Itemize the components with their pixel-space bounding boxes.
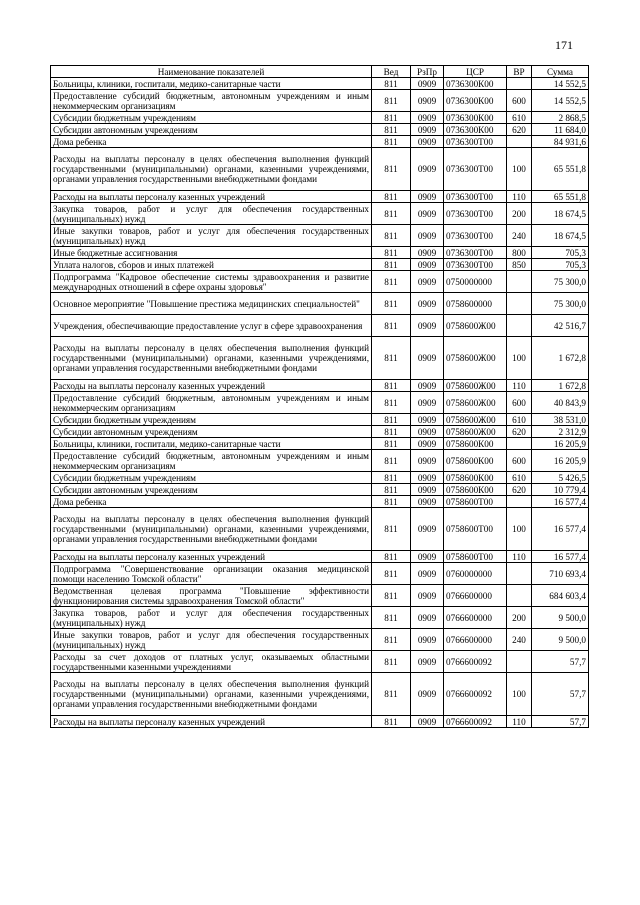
table-row — [51, 629, 589, 651]
row-sum: 705,3 — [532, 259, 589, 271]
row-ved: 811 — [372, 148, 411, 191]
header-rzpr: РзПр — [411, 66, 444, 78]
row-rzpr: 0909 — [411, 112, 444, 124]
table-row — [51, 293, 589, 315]
row-csr: 0758600Ж00 — [444, 414, 507, 426]
row-name: Больницы, клиники, госпитали, медико-санитарные части — [51, 438, 372, 450]
row-vr: 620 — [507, 124, 532, 136]
row-ved: 811 — [372, 136, 411, 148]
row-ved: 811 — [372, 414, 411, 426]
table-row — [51, 651, 589, 673]
row-sum: 65 551,8 — [532, 191, 589, 203]
row-ved: 811 — [372, 203, 411, 225]
row-vr: 200 — [507, 607, 532, 629]
header-sum: Сумма — [532, 66, 589, 78]
row-ved: 811 — [372, 585, 411, 607]
row-csr: 0758600К00 — [444, 472, 507, 484]
row-rzpr: 0909 — [411, 496, 444, 508]
row-ved: 811 — [372, 225, 411, 247]
row-vr: 620 — [507, 484, 532, 496]
row-csr: 0758600Т00 — [444, 551, 507, 563]
row-rzpr: 0909 — [411, 651, 444, 673]
row-rzpr: 0909 — [411, 551, 444, 563]
row-ved: 811 — [372, 90, 411, 112]
row-name: Субсидии бюджетным учреждениям — [51, 112, 372, 124]
row-vr: 240 — [507, 225, 532, 247]
row-sum: 18 674,5 — [532, 203, 589, 225]
row-name: Иные закупки товаров, работ и услуг для обеспечения государственных (муниципальных) нужд — [51, 225, 372, 247]
table-row — [51, 508, 589, 551]
table-row — [51, 112, 589, 124]
row-ved: 811 — [372, 651, 411, 673]
row-csr: 0766600000 — [444, 585, 507, 607]
row-name: Расходы на выплаты персоналу в целях обеспечения выполнения функций государственными (муниципальными) органами, казенными учреждениями, органами управления государственными внебюджетными фондами — [51, 508, 372, 551]
row-rzpr: 0909 — [411, 271, 444, 293]
table-row — [51, 148, 589, 191]
row-name: Уплата налогов, сборов и иных платежей — [51, 259, 372, 271]
row-sum: 84 931,6 — [532, 136, 589, 148]
row-csr: 0736300Т00 — [444, 203, 507, 225]
row-name: Иные бюджетные ассигнования — [51, 247, 372, 259]
row-ved: 811 — [372, 392, 411, 414]
row-name: Расходы за счет доходов от платных услуг, оказываемых областными государственными казенными учреждениями — [51, 651, 372, 673]
row-ved: 811 — [372, 508, 411, 551]
row-ved: 811 — [372, 472, 411, 484]
row-csr: 0736300К00 — [444, 78, 507, 90]
row-sum: 1 672,8 — [532, 380, 589, 392]
row-ved: 811 — [372, 315, 411, 337]
row-vr: 800 — [507, 247, 532, 259]
row-csr: 0750000000 — [444, 271, 507, 293]
row-vr: 610 — [507, 414, 532, 426]
row-name: Предоставление субсидий бюджетным, автономным учреждениям и иным некоммерческим организациям — [51, 450, 372, 472]
table-row — [51, 426, 589, 438]
row-rzpr: 0909 — [411, 629, 444, 651]
row-name: Дома ребенка — [51, 496, 372, 508]
row-vr: 200 — [507, 203, 532, 225]
table-row — [51, 191, 589, 203]
row-ved: 811 — [372, 438, 411, 450]
row-sum: 57,7 — [532, 651, 589, 673]
row-vr: 100 — [507, 508, 532, 551]
row-csr: 0758600Ж00 — [444, 426, 507, 438]
table-row — [51, 136, 589, 148]
row-sum: 2 868,5 — [532, 112, 589, 124]
table-row — [51, 484, 589, 496]
row-vr — [507, 293, 532, 315]
row-ved: 811 — [372, 124, 411, 136]
row-vr: 610 — [507, 112, 532, 124]
row-ved: 811 — [372, 496, 411, 508]
table-row — [51, 673, 589, 716]
row-name: Расходы на выплаты персоналу казенных учреждений — [51, 191, 372, 203]
row-csr: 0736300К00 — [444, 124, 507, 136]
row-csr: 0766600092 — [444, 716, 507, 728]
row-name: Расходы на выплаты персоналу в целях обеспечения выполнения функций государственными (муниципальными) органами, казенными учреждениями, органами управления государственными внебюджетными фондами — [51, 337, 372, 380]
row-vr — [507, 563, 532, 585]
row-csr: 0758600Ж00 — [444, 380, 507, 392]
row-rzpr: 0909 — [411, 315, 444, 337]
row-vr — [507, 651, 532, 673]
row-ved: 811 — [372, 112, 411, 124]
row-vr: 110 — [507, 380, 532, 392]
row-ved: 811 — [372, 551, 411, 563]
table-row — [51, 392, 589, 414]
row-name: Субсидии бюджетным учреждениям — [51, 472, 372, 484]
table-row — [51, 438, 589, 450]
row-name: Закупка товаров, работ и услуг для обеспечения государственных (муниципальных) нужд — [51, 203, 372, 225]
row-csr: 0760000000 — [444, 563, 507, 585]
row-sum: 75 300,0 — [532, 271, 589, 293]
row-ved: 811 — [372, 563, 411, 585]
table-row — [51, 203, 589, 225]
row-csr: 0766600000 — [444, 629, 507, 651]
row-sum: 5 426,5 — [532, 472, 589, 484]
row-sum: 42 516,7 — [532, 315, 589, 337]
row-sum: 65 551,8 — [532, 148, 589, 191]
row-vr: 600 — [507, 392, 532, 414]
table-header-row — [51, 66, 589, 78]
row-name: Субсидии бюджетным учреждениям — [51, 414, 372, 426]
row-rzpr: 0909 — [411, 203, 444, 225]
row-ved: 811 — [372, 484, 411, 496]
row-vr: 610 — [507, 472, 532, 484]
row-sum: 16 577,4 — [532, 496, 589, 508]
row-name: Иные закупки товаров, работ и услуг для обеспечения государственных (муниципальных) нужд — [51, 629, 372, 651]
row-sum: 16 577,4 — [532, 551, 589, 563]
row-vr — [507, 78, 532, 90]
row-sum: 16 205,9 — [532, 438, 589, 450]
row-ved: 811 — [372, 673, 411, 716]
row-name: Ведомственная целевая программа "Повышение эффективности функционирования системы здравоохранения Томской области" — [51, 585, 372, 607]
row-vr: 100 — [507, 337, 532, 380]
row-name: Расходы на выплаты персоналу казенных учреждений — [51, 551, 372, 563]
table-row — [51, 90, 589, 112]
row-rzpr: 0909 — [411, 484, 444, 496]
header-name: Наименование показателей — [51, 66, 372, 78]
row-rzpr: 0909 — [411, 191, 444, 203]
table-row — [51, 78, 589, 90]
row-rzpr: 0909 — [411, 90, 444, 112]
row-csr: 0758600Т00 — [444, 508, 507, 551]
row-name: Субсидии автономным учреждениям — [51, 426, 372, 438]
row-sum: 14 552,5 — [532, 78, 589, 90]
row-ved: 811 — [372, 191, 411, 203]
row-rzpr: 0909 — [411, 716, 444, 728]
row-csr: 0758600К00 — [444, 484, 507, 496]
row-vr — [507, 438, 532, 450]
row-sum: 9 500,0 — [532, 607, 589, 629]
row-ved: 811 — [372, 247, 411, 259]
row-sum: 38 531,0 — [532, 414, 589, 426]
row-rzpr: 0909 — [411, 148, 444, 191]
row-vr: 100 — [507, 673, 532, 716]
row-ved: 811 — [372, 78, 411, 90]
row-name: Расходы на выплаты персоналу казенных учреждений — [51, 380, 372, 392]
row-vr: 620 — [507, 426, 532, 438]
row-rzpr: 0909 — [411, 380, 444, 392]
row-name: Предоставление субсидий бюджетным, автономным учреждениям и иным некоммерческим организациям — [51, 90, 372, 112]
row-vr: 110 — [507, 716, 532, 728]
row-csr: 0736300Т00 — [444, 136, 507, 148]
row-vr: 600 — [507, 450, 532, 472]
row-csr: 0736300Т00 — [444, 191, 507, 203]
row-name: Субсидии автономным учреждениям — [51, 124, 372, 136]
row-sum: 40 843,9 — [532, 392, 589, 414]
table-row — [51, 414, 589, 426]
row-csr: 0758600Ж00 — [444, 315, 507, 337]
row-csr: 0736300Т00 — [444, 148, 507, 191]
table-row — [51, 563, 589, 585]
row-ved: 811 — [372, 426, 411, 438]
row-ved: 811 — [372, 450, 411, 472]
table-row — [51, 337, 589, 380]
row-name: Подпрограмма "Совершенствование организации оказания медицинской помощи населению Томской области" — [51, 563, 372, 585]
row-name: Учреждения, обеспечивающие предоставление услуг в сфере здравоохранения — [51, 315, 372, 337]
row-rzpr: 0909 — [411, 450, 444, 472]
table-row — [51, 585, 589, 607]
row-sum: 684 603,4 — [532, 585, 589, 607]
row-rzpr: 0909 — [411, 585, 444, 607]
row-vr — [507, 271, 532, 293]
row-sum: 14 552,5 — [532, 90, 589, 112]
row-rzpr: 0909 — [411, 337, 444, 380]
row-sum: 57,7 — [532, 716, 589, 728]
row-sum: 10 779,4 — [532, 484, 589, 496]
row-rzpr: 0909 — [411, 392, 444, 414]
row-ved: 811 — [372, 380, 411, 392]
row-rzpr: 0909 — [411, 259, 444, 271]
row-name: Расходы на выплаты персоналу в целях обеспечения выполнения функций государственными (муниципальными) органами, казенными учреждениями, органами управления государственными внебюджетными фондами — [51, 673, 372, 716]
row-sum: 710 693,4 — [532, 563, 589, 585]
row-csr: 0758600000 — [444, 293, 507, 315]
row-vr: 850 — [507, 259, 532, 271]
row-vr: 110 — [507, 551, 532, 563]
row-rzpr: 0909 — [411, 607, 444, 629]
row-name: Субсидии автономным учреждениям — [51, 484, 372, 496]
table-row — [51, 247, 589, 259]
budget-table — [50, 65, 589, 728]
row-sum: 75 300,0 — [532, 293, 589, 315]
table-row — [51, 551, 589, 563]
table-row — [51, 315, 589, 337]
table-row — [51, 450, 589, 472]
table-row — [51, 259, 589, 271]
row-ved: 811 — [372, 337, 411, 380]
row-csr: 0736300Т00 — [444, 259, 507, 271]
row-rzpr: 0909 — [411, 225, 444, 247]
row-csr: 0758600К00 — [444, 438, 507, 450]
table-row — [51, 380, 589, 392]
row-rzpr: 0909 — [411, 472, 444, 484]
row-rzpr: 0909 — [411, 673, 444, 716]
row-vr — [507, 315, 532, 337]
row-sum: 2 312,9 — [532, 426, 589, 438]
row-vr — [507, 496, 532, 508]
row-sum: 18 674,5 — [532, 225, 589, 247]
row-ved: 811 — [372, 629, 411, 651]
row-sum: 705,3 — [532, 247, 589, 259]
row-csr: 0736300Т00 — [444, 247, 507, 259]
row-sum: 57,7 — [532, 673, 589, 716]
row-sum: 16 205,9 — [532, 450, 589, 472]
row-csr: 0766600092 — [444, 673, 507, 716]
page-number: 171 — [555, 38, 573, 52]
header-csr: ЦСР — [444, 66, 507, 78]
row-csr: 0766600092 — [444, 651, 507, 673]
row-vr: 600 — [507, 90, 532, 112]
row-name: Основное мероприятие "Повышение престижа медицинских специальностей" — [51, 293, 372, 315]
row-sum: 9 500,0 — [532, 629, 589, 651]
row-rzpr: 0909 — [411, 293, 444, 315]
row-vr — [507, 585, 532, 607]
table-row — [51, 716, 589, 728]
row-csr: 0758600К00 — [444, 450, 507, 472]
table-row — [51, 472, 589, 484]
row-rzpr: 0909 — [411, 563, 444, 585]
row-vr: 110 — [507, 191, 532, 203]
row-ved: 811 — [372, 259, 411, 271]
row-name: Больницы, клиники, госпитали, медико-санитарные части — [51, 78, 372, 90]
row-csr: 0736300К00 — [444, 112, 507, 124]
table-row — [51, 607, 589, 629]
row-name: Расходы на выплаты персоналу казенных учреждений — [51, 716, 372, 728]
row-csr: 0766600000 — [444, 607, 507, 629]
row-vr — [507, 136, 532, 148]
row-rzpr: 0909 — [411, 78, 444, 90]
row-name: Подпрограмма "Кадровое обеспечение системы здравоохранения и развитие международных отношений в сфере охраны здоровья" — [51, 271, 372, 293]
row-sum: 1 672,8 — [532, 337, 589, 380]
row-rzpr: 0909 — [411, 426, 444, 438]
table-row — [51, 496, 589, 508]
table-row — [51, 271, 589, 293]
row-rzpr: 0909 — [411, 136, 444, 148]
row-csr: 0736300К00 — [444, 90, 507, 112]
table-row — [51, 225, 589, 247]
row-csr: 0758600Т00 — [444, 496, 507, 508]
row-csr: 0758600Ж00 — [444, 392, 507, 414]
row-vr: 240 — [507, 629, 532, 651]
row-rzpr: 0909 — [411, 247, 444, 259]
row-ved: 811 — [372, 271, 411, 293]
row-csr: 0736300Т00 — [444, 225, 507, 247]
row-rzpr: 0909 — [411, 508, 444, 551]
row-ved: 811 — [372, 716, 411, 728]
row-name: Предоставление субсидий бюджетным, автономным учреждениям и иным некоммерческим организациям — [51, 392, 372, 414]
row-rzpr: 0909 — [411, 124, 444, 136]
row-vr: 100 — [507, 148, 532, 191]
row-name: Закупка товаров, работ и услуг для обеспечения государственных (муниципальных) нужд — [51, 607, 372, 629]
row-name: Расходы на выплаты персоналу в целях обеспечения выполнения функций государственными (муниципальными) органами, казенными учреждениями, органами управления государственными внебюджетными фондами — [51, 148, 372, 191]
row-rzpr: 0909 — [411, 438, 444, 450]
row-csr: 0758600Ж00 — [444, 337, 507, 380]
row-rzpr: 0909 — [411, 414, 444, 426]
row-sum: 16 577,4 — [532, 508, 589, 551]
row-name: Дома ребенка — [51, 136, 372, 148]
row-ved: 811 — [372, 607, 411, 629]
table-row — [51, 124, 589, 136]
header-vr: ВР — [507, 66, 532, 78]
row-ved: 811 — [372, 293, 411, 315]
header-ved: Вед — [372, 66, 411, 78]
row-sum: 11 684,0 — [532, 124, 589, 136]
